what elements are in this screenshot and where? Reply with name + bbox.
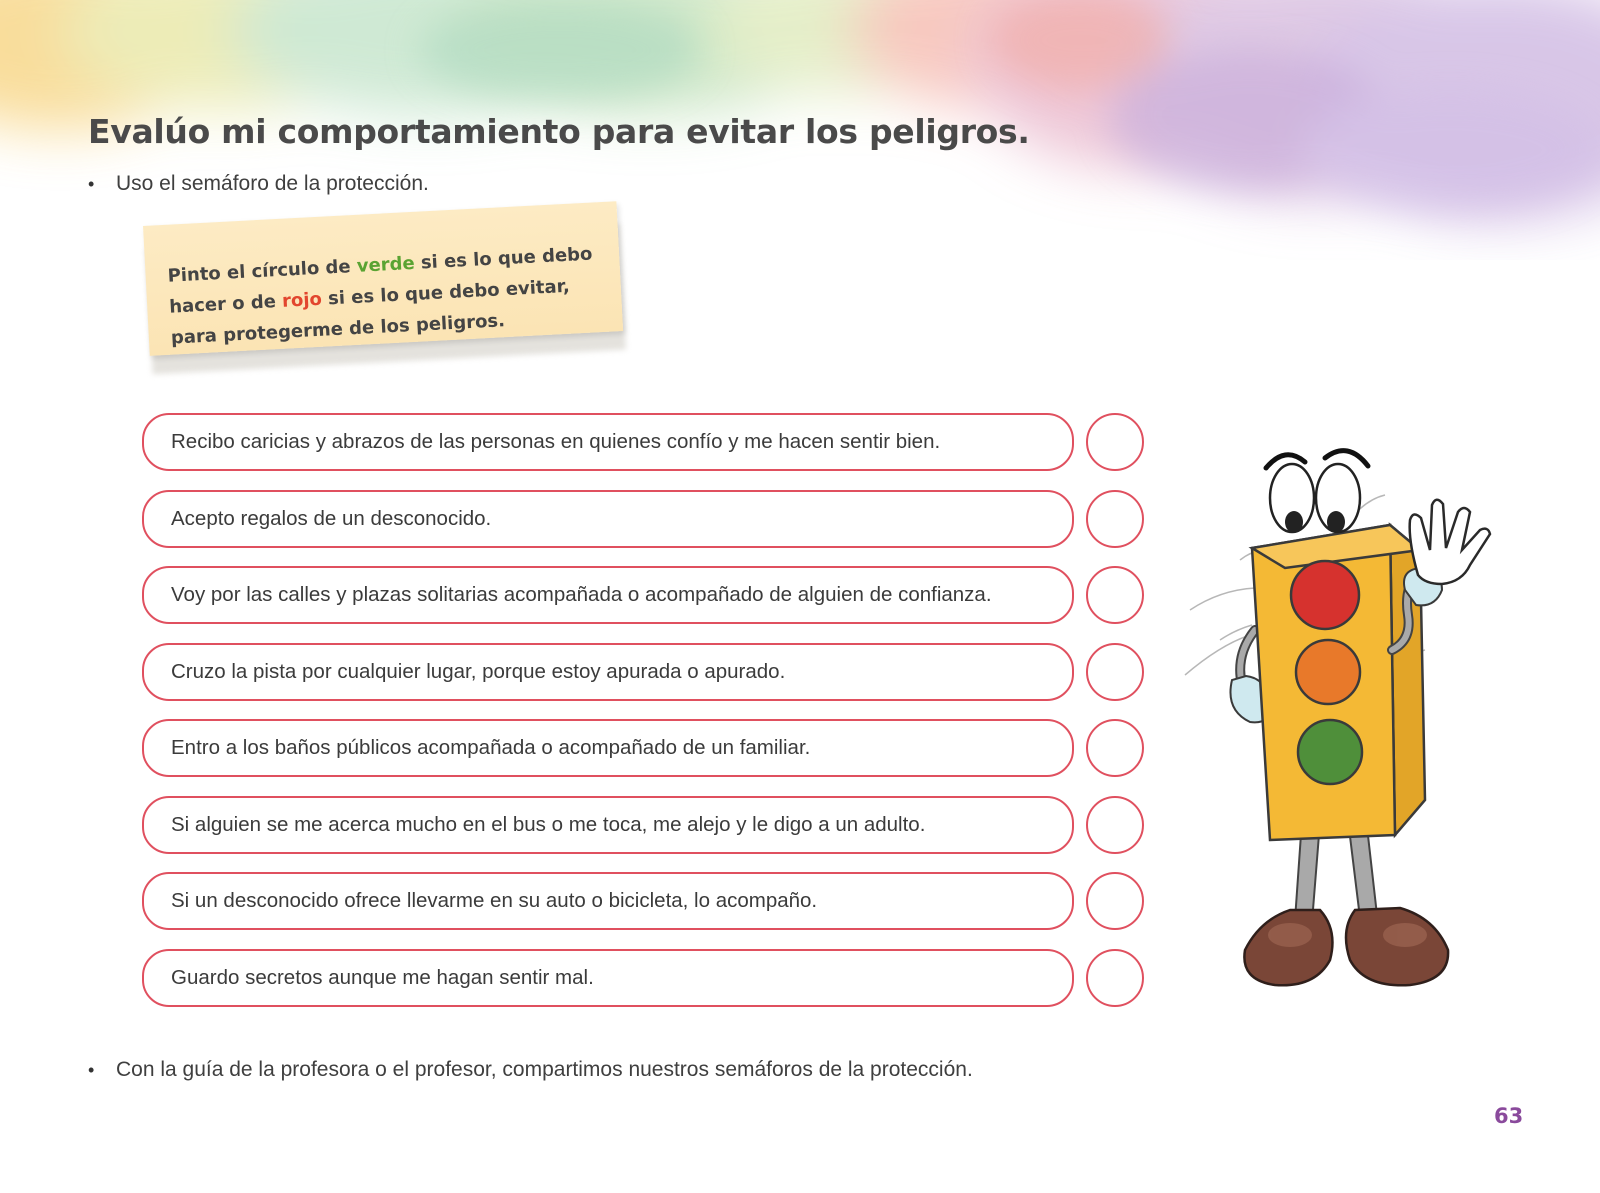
- color-circle[interactable]: [1086, 566, 1144, 624]
- statement-box: [142, 413, 1074, 471]
- list-item: [142, 413, 1148, 471]
- color-circle[interactable]: [1086, 413, 1144, 471]
- statement-box: [142, 796, 1074, 854]
- color-circle[interactable]: [1086, 490, 1144, 548]
- bullet-dot: •: [88, 1059, 95, 1080]
- list-item: [142, 872, 1148, 930]
- closing-text: Con la guía de la profesora o el profesor, compartimos nuestros semáforos de la protección.: [116, 1058, 973, 1081]
- statement-box: [142, 872, 1074, 930]
- note-part-2: si es lo que debo hacer o de: [168, 243, 593, 318]
- statement-text: Si alguien se me acerca mucho en el bus o me toca, me alejo y le digo a un adulto.: [171, 812, 926, 836]
- note-red-word: rojo: [281, 288, 323, 312]
- instruction-text: Uso el semáforo de la protección.: [116, 172, 429, 195]
- list-item: [142, 796, 1148, 854]
- statement-text: Cruzo la pista por cualquier lugar, porque estoy apurada o apurado.: [171, 659, 786, 683]
- statement-text: Si un desconocido ofrece llevarme en su auto o bicicleta, lo acompaño.: [171, 889, 818, 912]
- note-part-1: Pinto el círculo de: [167, 255, 358, 287]
- note-green-word: verde: [356, 252, 416, 277]
- statement-text: Acepto regalos de un desconocido.: [171, 506, 492, 530]
- statement-text: Voy por las calles y plazas solitarias acompañada o acompañado de alguien de confianza.: [171, 583, 992, 606]
- statement-box: [142, 490, 1074, 548]
- list-item: [142, 719, 1148, 777]
- list-item: [142, 643, 1148, 701]
- list-item: [142, 566, 1148, 624]
- statement-text: Guardo secretos aunque me hagan sentir mal.: [171, 965, 594, 989]
- color-circle[interactable]: [1086, 796, 1144, 854]
- color-circle[interactable]: [1086, 949, 1144, 1007]
- closing-bullet: [88, 1058, 973, 1082]
- page-title: Evalúo mi comportamiento para evitar los peligros.: [88, 112, 1030, 151]
- instruction-note: [143, 226, 627, 376]
- page-number: 63: [1494, 1104, 1524, 1128]
- note-paper: [143, 201, 623, 356]
- traffic-light-character-icon: [1180, 440, 1520, 1020]
- note-part-3: si es lo que debo evitar, para protegerme de los peligros.: [170, 275, 571, 349]
- bullet-dot: •: [88, 173, 95, 194]
- statement-box: [142, 643, 1074, 701]
- list-item: [142, 949, 1148, 1007]
- instruction-bullet: [88, 172, 429, 196]
- statement-box: [142, 719, 1074, 777]
- color-circle[interactable]: [1086, 719, 1144, 777]
- color-circle[interactable]: [1086, 872, 1144, 930]
- statement-text: Entro a los baños públicos acompañada o acompañado de un familiar.: [171, 736, 811, 759]
- list-item: [142, 490, 1148, 548]
- color-circle[interactable]: [1086, 643, 1144, 701]
- statement-text: Recibo caricias y abrazos de las personas en quienes confío y me hacen sentir bien.: [171, 430, 941, 453]
- statement-box: [142, 949, 1074, 1007]
- statement-box: [142, 566, 1074, 624]
